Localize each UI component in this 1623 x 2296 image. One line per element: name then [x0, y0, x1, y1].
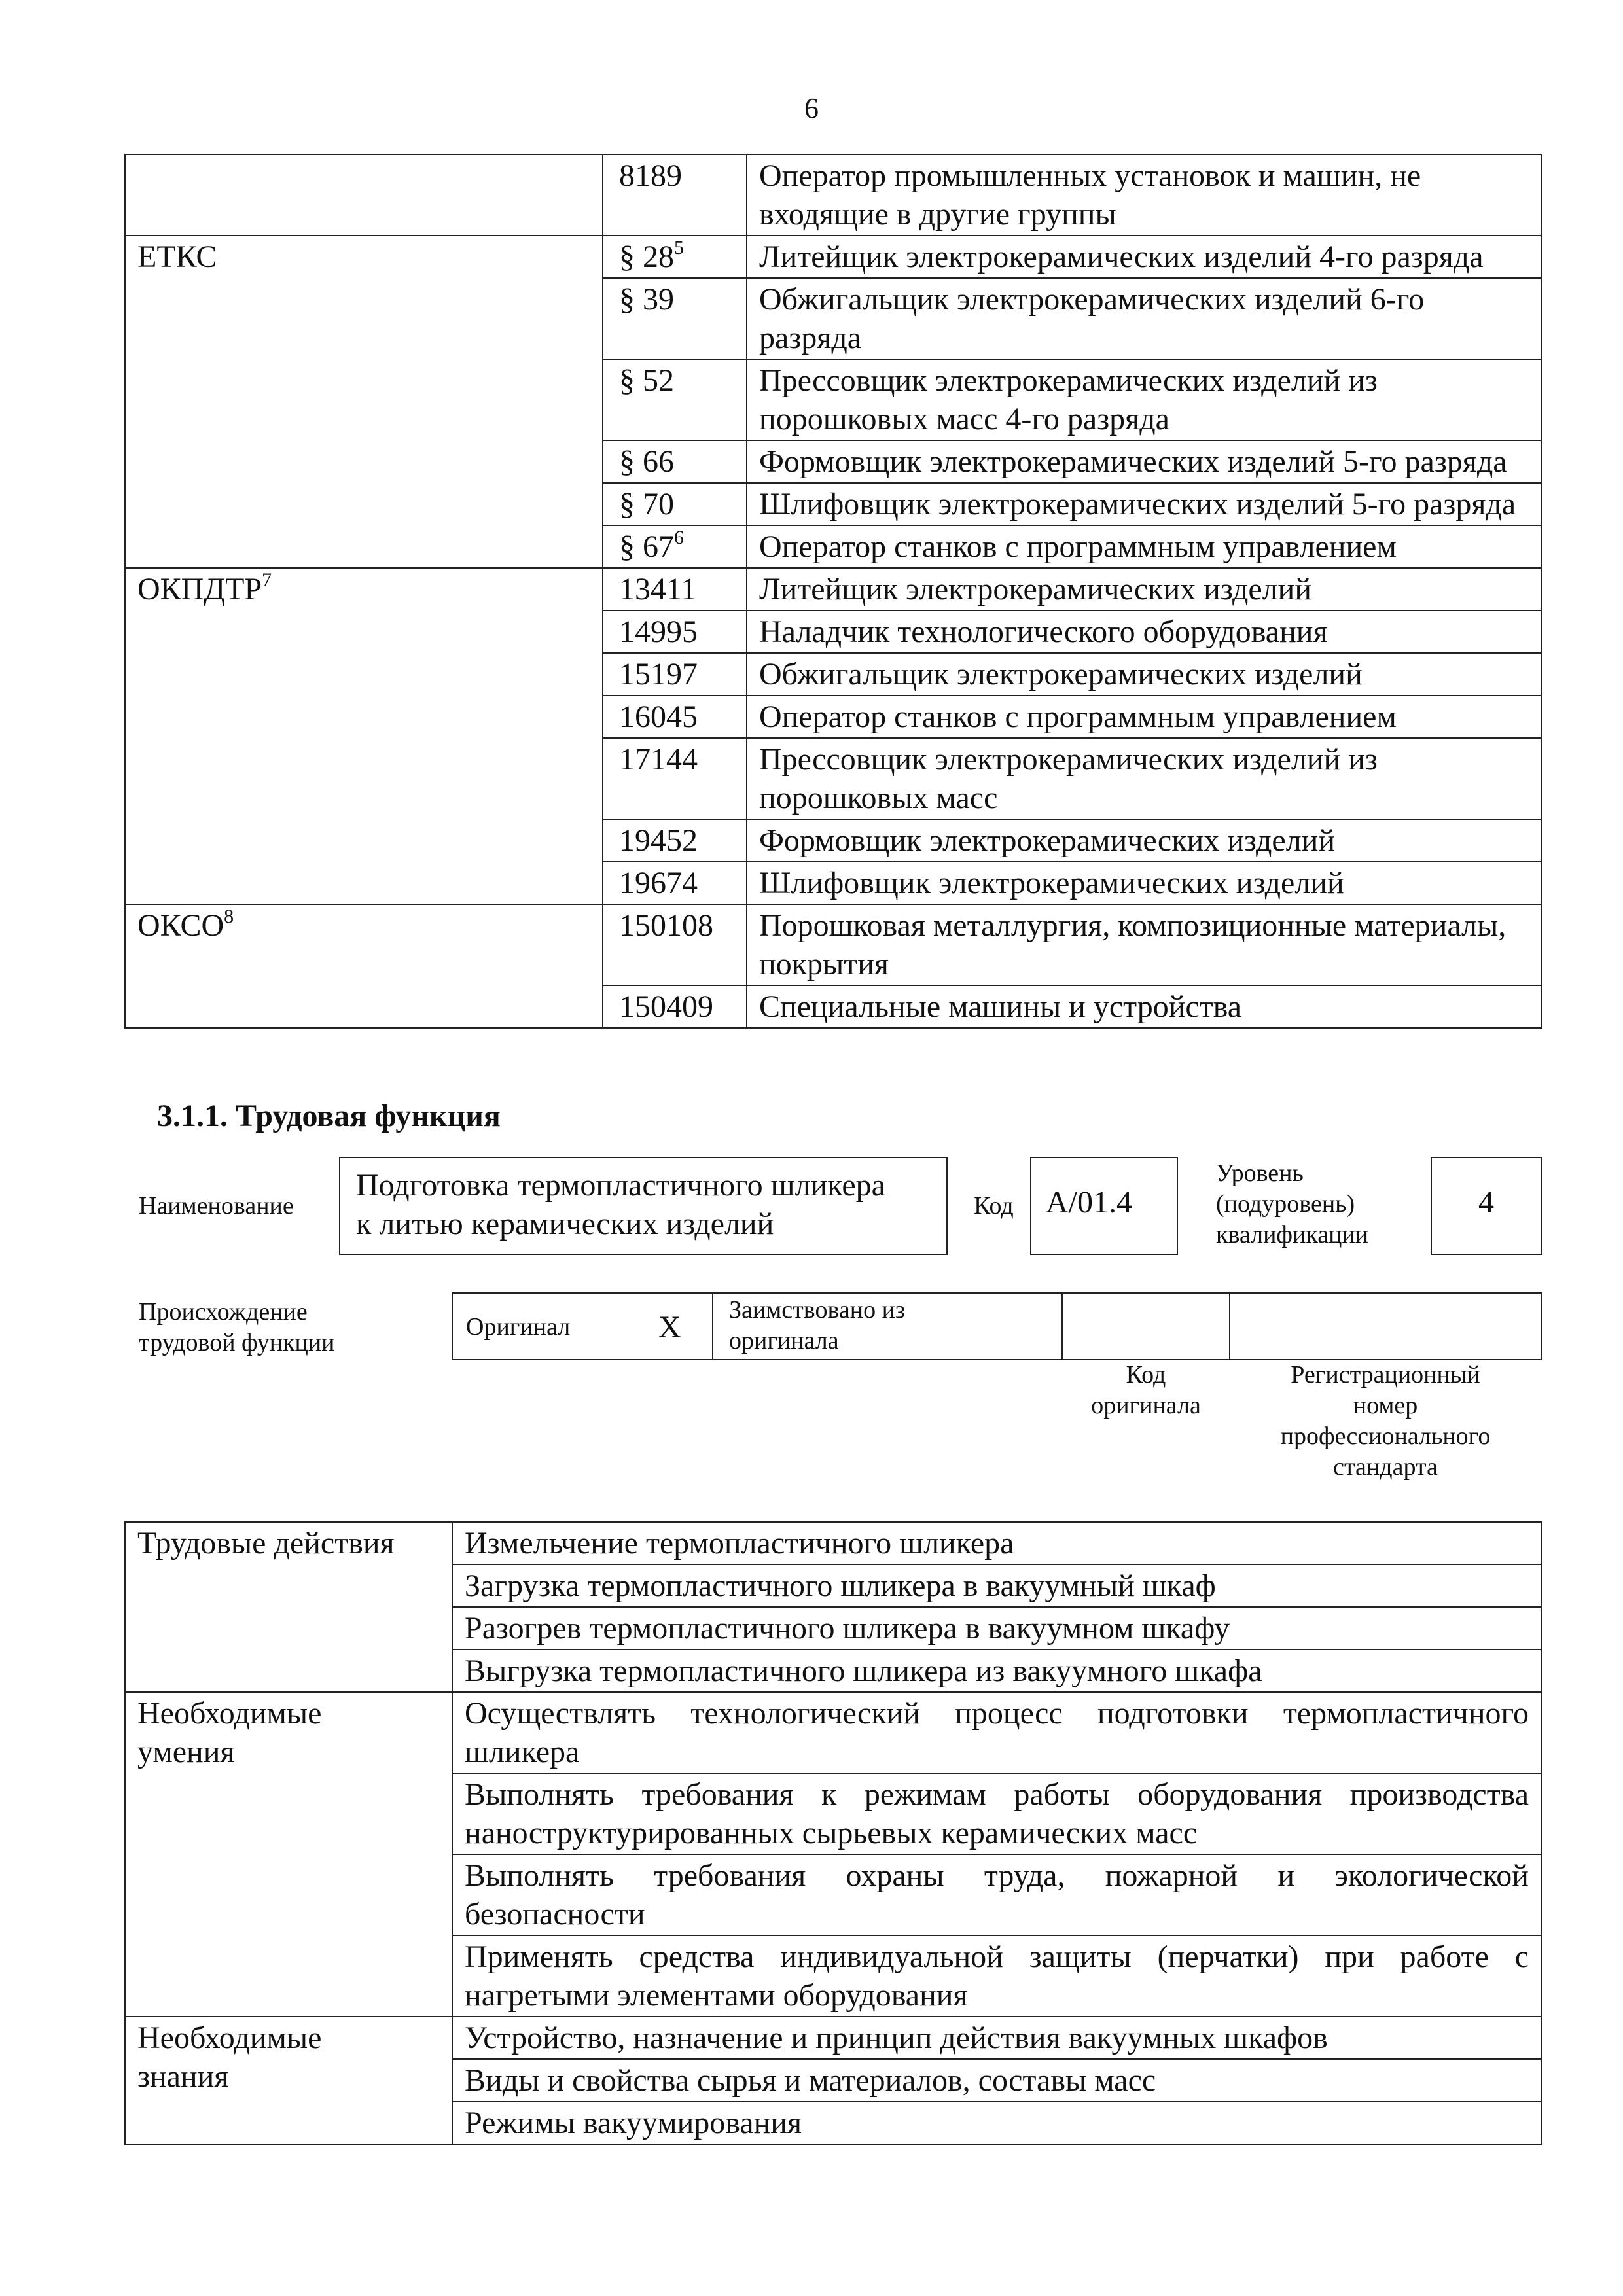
name-cell: Шлифовщик электрокерамических изделий — [747, 862, 1541, 904]
origin-label: Происхождение трудовой функции — [139, 1298, 335, 1356]
code-cell: 16045 — [603, 696, 747, 738]
function-name-box — [339, 1157, 948, 1255]
table-row — [125, 2017, 1541, 2059]
name-cell: Формовщик электрокерамических изделий 5-го разряда — [747, 440, 1541, 483]
name-cell: Шлифовщик электрокерамических изделий 5-го разряда — [747, 483, 1541, 525]
name-cell: Оператор станков с программным управлением — [747, 696, 1541, 738]
code-cell: § 39 — [603, 278, 747, 359]
code-cell: 150108 — [603, 904, 747, 985]
original-label: Оригинал — [466, 1313, 571, 1341]
name-cell: Специальные машины и устройства — [747, 985, 1541, 1028]
level-label: Уровень (подуровень) квалификации — [1216, 1159, 1369, 1248]
code-cell: 19674 — [603, 862, 747, 904]
code-cell: 13411 — [603, 568, 747, 610]
code-cell: 15197 — [603, 653, 747, 696]
knowledge-label: Необходимые знания — [125, 2017, 452, 2144]
table-row — [125, 904, 1541, 985]
name-cell: Обжигальщик электрокерамических изделий 6-го разряда — [747, 278, 1541, 359]
original-mark: X — [658, 1310, 681, 1345]
action-item: Разогрев термопластичного шликера в вакуумном шкафу — [452, 1607, 1541, 1650]
function-details-table — [124, 1521, 1542, 2145]
name-cell: Порошковая металлургия, композиционные материалы, покрытия — [747, 904, 1541, 985]
group-label: ОКСО$^8$ — [125, 904, 603, 1028]
code-cell: § 66 — [603, 440, 747, 483]
code-label: Код — [974, 1192, 1014, 1220]
code-cell: § $28^5$ — [603, 236, 747, 278]
name-cell: Формовщик электрокерамических изделий — [747, 819, 1541, 862]
name-cell: Оператор промышленных установок и машин, не входящие в другие группы — [747, 154, 1541, 236]
original-box — [452, 1292, 713, 1360]
table-row — [125, 568, 1541, 610]
knowledge-item: Режимы вакуумирования — [452, 2102, 1541, 2144]
skill-item: Выполнять требования к режимам работы оборудования производства наноструктурированных сырьевых керамических масс — [452, 1773, 1541, 1854]
skill-item: Применять средства индивидуальной защиты (перчатки) при работе с нагретыми элементами оборудования — [452, 1935, 1541, 2017]
code-cell: 8189 — [603, 154, 747, 236]
code-cell: 17144 — [603, 738, 747, 819]
registration-number-caption: Регистрационный номер профессионального стандарта — [1280, 1361, 1491, 1481]
action-item: Загрузка термопластичного шликера в вакуумный шкаф — [452, 1564, 1541, 1607]
action-item: Выгрузка термопластичного шликера из вакуумного шкафа — [452, 1650, 1541, 1692]
code-cell: 19452 — [603, 819, 747, 862]
knowledge-item: Устройство, назначение и принцип действия вакуумных шкафов — [452, 2017, 1541, 2059]
skill-item: Осуществлять технологический процесс подготовки термопластичного шликера — [452, 1692, 1541, 1773]
code-value-box: A/01.4 — [1030, 1157, 1178, 1255]
name-cell: Прессовщик электрокерамических изделий из порошковых масс 4-го разряда — [747, 359, 1541, 440]
group-label: ЕТКС — [125, 236, 603, 568]
table-row — [125, 236, 1541, 278]
skills-label: Необходимые умения — [125, 1692, 452, 2017]
table-row — [125, 1692, 1541, 1773]
group-label: ОКПДТР$^7$ — [125, 568, 603, 904]
code-cell: 14995 — [603, 610, 747, 653]
name-cell: Наладчик технологического оборудования — [747, 610, 1541, 653]
name-cell: Литейщик электрокерамических изделий 4-го разряда — [747, 236, 1541, 278]
original-code-box — [1061, 1292, 1230, 1360]
code-cell: § $67^6$ — [603, 525, 747, 568]
table-row — [125, 1522, 1541, 1564]
knowledge-item: Виды и свойства сырья и материалов, составы масс — [452, 2059, 1541, 2102]
actions-label: Трудовые действия — [125, 1522, 452, 1692]
section-heading: 3.1.1. Трудовая функция — [157, 1099, 501, 1133]
name-cell: Прессовщик электрокерамических изделий из порошковых масс — [747, 738, 1541, 819]
code-cell: § 52 — [603, 359, 747, 440]
function-name-line: к литью керамических изделий — [356, 1207, 774, 1241]
name-cell: Обжигальщик электрокерамических изделий — [747, 653, 1541, 696]
original-code-caption: Код оригинала — [1091, 1361, 1201, 1419]
table-row — [125, 154, 1541, 236]
code-cell: § 70 — [603, 483, 747, 525]
registration-number-box — [1229, 1292, 1542, 1360]
function-name-line: Подготовка термопластичного шликера — [356, 1168, 885, 1203]
level-value-box: 4 — [1431, 1157, 1542, 1255]
name-label: Наименование — [139, 1192, 294, 1220]
page-number: 6 — [804, 92, 819, 124]
code-cell: 150409 — [603, 985, 747, 1028]
action-item: Измельчение термопластичного шликера — [452, 1522, 1541, 1564]
name-cell: Литейщик электрокерамических изделий — [747, 568, 1541, 610]
borrowed-label: Заимствовано из оригинала — [729, 1296, 905, 1354]
group-label — [125, 154, 603, 236]
classifier-table — [124, 154, 1542, 1029]
name-cell: Оператор станков с программным управлением — [747, 525, 1541, 568]
skill-item: Выполнять требования охраны труда, пожарной и экологической безопасности — [452, 1854, 1541, 1935]
borrowed-box — [712, 1292, 1063, 1360]
